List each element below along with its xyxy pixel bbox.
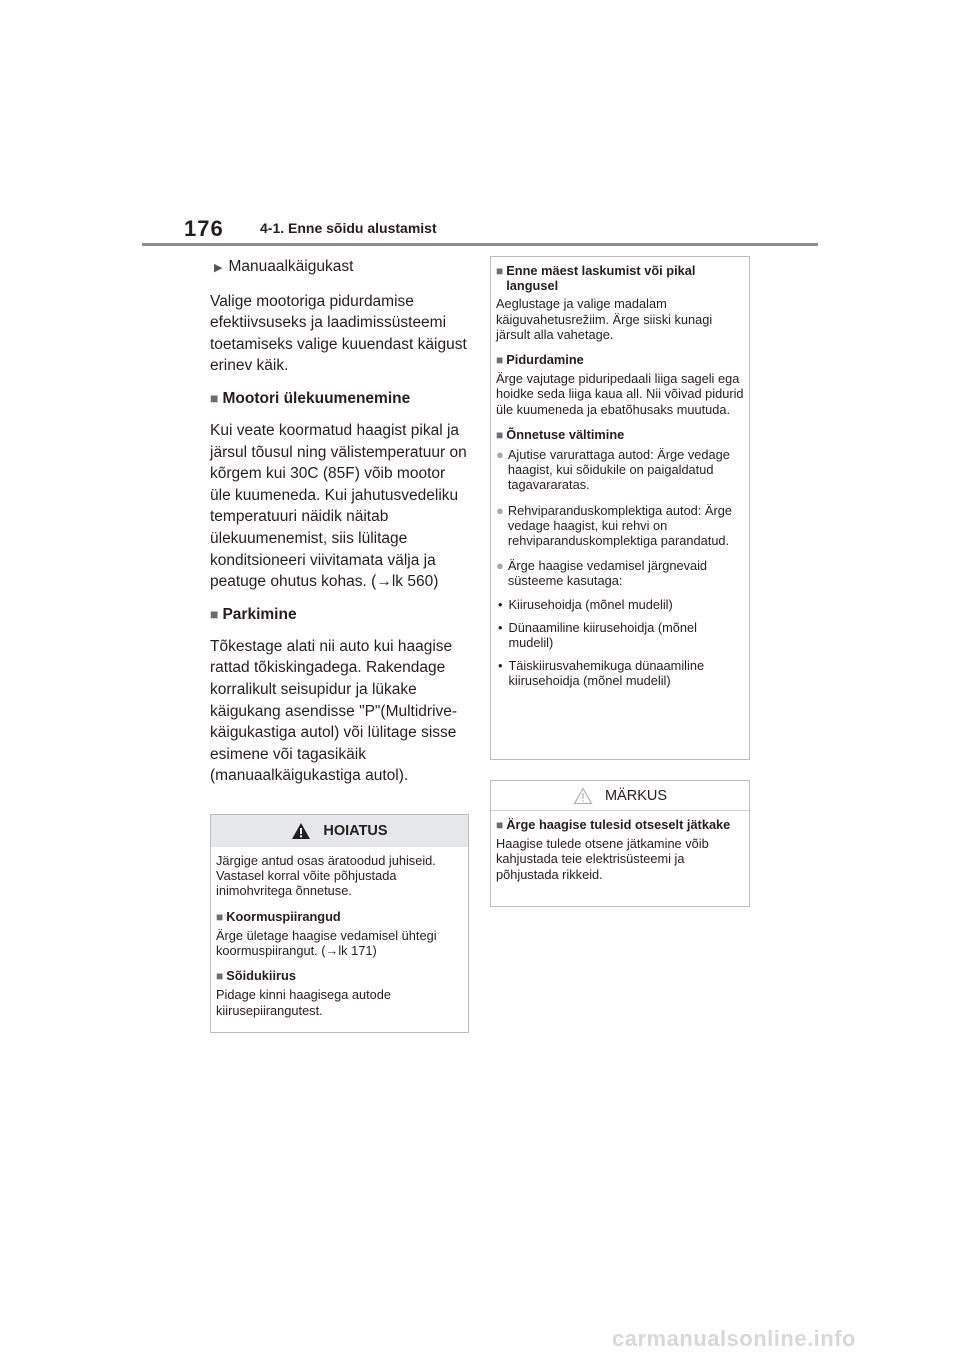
- bullet-icon: •: [498, 658, 503, 674]
- heading-label: Õnnetuse vältimine: [506, 426, 625, 442]
- braking-text: Ärge vajutage piduripedaali liiga sageli ega hoidke seda liiga kaua all. Nii võivad pidurid üle kuumeneda ja ebatõhusaks muutuda.: [496, 371, 744, 417]
- square-bullet-icon: ■: [210, 605, 219, 622]
- list-item: [496, 558, 744, 588]
- heading-label: Sõidukiirus: [226, 968, 296, 984]
- heading-label: Enne mäest laskumist või pikal langusel: [506, 263, 696, 294]
- sub-item-label: Manuaalkäigukast: [228, 258, 354, 275]
- square-bullet-icon: ■: [496, 427, 504, 442]
- right-box-content: [491, 257, 749, 697]
- notice-title: MÄRKUS: [604, 787, 668, 804]
- header-rule: [142, 243, 818, 246]
- left-column: [210, 256, 470, 787]
- circle-bullet-icon: ●: [496, 447, 504, 463]
- heading-label: Parkimine: [222, 605, 297, 623]
- list-item-text: Ajutise varurattaga autod: Ärge vedage haagist, kui sõidukile on paigaldatud tagavararatas.: [507, 447, 730, 493]
- list-item-text: Kiirusehoidja (mõnel mudelil): [508, 596, 673, 612]
- page-header: [0, 0, 960, 250]
- engine-overheating-text: [210, 420, 470, 593]
- triangle-bullet-icon: ▶: [214, 262, 223, 274]
- list-item-text: Dünaamiline kiirusehoidja (mõnel mudelil): [508, 619, 697, 651]
- bullet-icon: •: [498, 619, 503, 635]
- heading-label: Ärge haagise tulesid otseselt jätkake: [506, 817, 731, 832]
- notice-triangle-icon: [573, 787, 593, 805]
- list-item: [496, 620, 744, 650]
- heading-downhill: [496, 263, 744, 293]
- list-item-text: Rehviparanduskomplektiga autod: Ärge vedage haagist, kui rehvi on rehviparanduskomplektiga parandatud.: [507, 502, 732, 549]
- square-bullet-icon: ■: [496, 353, 504, 368]
- warning-title: HOIATUS: [323, 823, 388, 839]
- load-limits-body: Ärge ületage haagise vedamisel ühtegi koormuspiirangut. (: [216, 927, 437, 959]
- right-warning-continuation-box: [490, 256, 750, 760]
- load-limits-text: [216, 928, 463, 958]
- downhill-text: Aeglustage ja valige madalam käiguvahetusrežiim. Ärge siiski kunagi järsult alla vahetage.: [496, 296, 713, 342]
- list-item-text: Ärge haagise vedamisel järgnevaid süsteeme kasutaga:: [507, 558, 708, 589]
- square-bullet-icon: ■: [210, 389, 219, 406]
- parking-text: Tõkestage alati nii auto kui haagise rattad tõkiskingadega. Rakendage korralikult seisupidur ja lükake käigukang asendisse "P"(Multidrive-käigukastiga autol) või lülitage sisse esimene või tagasikäik (manuaalkäigukastiga autol).: [210, 637, 458, 785]
- trailer-lights-text: Haagise tulede otsene jätkamine võib kahjustada teie elektrisüsteemi ja põhjustada rikkeid.: [496, 836, 709, 882]
- warning-box-content: [211, 847, 468, 1026]
- speed-text: Pidage kinni haagisega autode kiirusepiirangutest.: [216, 987, 392, 1018]
- circle-bullet-icon: ●: [496, 558, 504, 574]
- list-item: [496, 658, 744, 688]
- heading-label: Pidurdamine: [506, 352, 584, 368]
- heading-load-limits: [216, 909, 463, 925]
- square-bullet-icon: ■: [496, 264, 504, 278]
- list-item: [496, 597, 744, 612]
- section-title: 4-1. Enne sõidu alustamist: [260, 220, 437, 236]
- warning-triangle-icon: [291, 822, 311, 840]
- list-item: [496, 447, 744, 493]
- heading-speed: [216, 968, 463, 984]
- square-bullet-icon: ■: [496, 818, 504, 832]
- heading-parking: [210, 604, 470, 625]
- notice-box-content: [491, 811, 749, 890]
- watermark: carmanualsonline.info: [612, 1326, 856, 1351]
- heading-engine-overheating: [210, 388, 470, 409]
- heading-label: Mootori ülekuumenemine: [222, 389, 411, 407]
- manual-gearbox-item: [210, 256, 470, 280]
- page-reference-link[interactable]: →lk 171): [325, 943, 377, 959]
- heading-braking: [496, 352, 744, 368]
- manual-gearbox-text: Valige mootoriga pidurdamise efektiivsuseks ja laadimissüsteemi toetamiseks valige kuuendast käigust erinev käik.: [210, 292, 467, 375]
- notice-box-header: [491, 781, 749, 811]
- heading-label: Koormuspiirangud: [226, 908, 341, 924]
- list-item-text: Täiskiirusvahemikuga dünaamiline kiirusehoidja (mõnel mudelil): [508, 658, 705, 689]
- warning-box: [210, 814, 469, 1033]
- bullet-icon: •: [498, 596, 503, 612]
- overheating-text-body: Kui veate koormatud haagist pikal ja järsul tõusul ning välistemperatuur on kõrgem kui 30C (85F) võib mootor üle kuumeneda. Kui jahutusvedeliku temperatuuri näidik näitab ülekuumenemist, siis lülitage konditsioneeri viivitamata välja ja peatuge ohutus kohas. (: [210, 421, 467, 591]
- circle-bullet-icon: ●: [496, 502, 504, 518]
- page-reference-link[interactable]: →lk 560): [376, 573, 439, 591]
- notice-box: [490, 780, 750, 907]
- list-item: [496, 503, 744, 549]
- heading-accident-avoidance: [496, 427, 744, 443]
- heading-trailer-lights: [496, 817, 744, 833]
- warning-box-header: [211, 815, 468, 847]
- warning-intro: Järgige antud osas äratoodud juhiseid. Vastasel korral võite põhjustada inimohvritega õnnetuse.: [216, 853, 436, 899]
- page-number: 176: [184, 216, 224, 241]
- square-bullet-icon: ■: [216, 969, 224, 984]
- square-bullet-icon: ■: [216, 909, 224, 924]
